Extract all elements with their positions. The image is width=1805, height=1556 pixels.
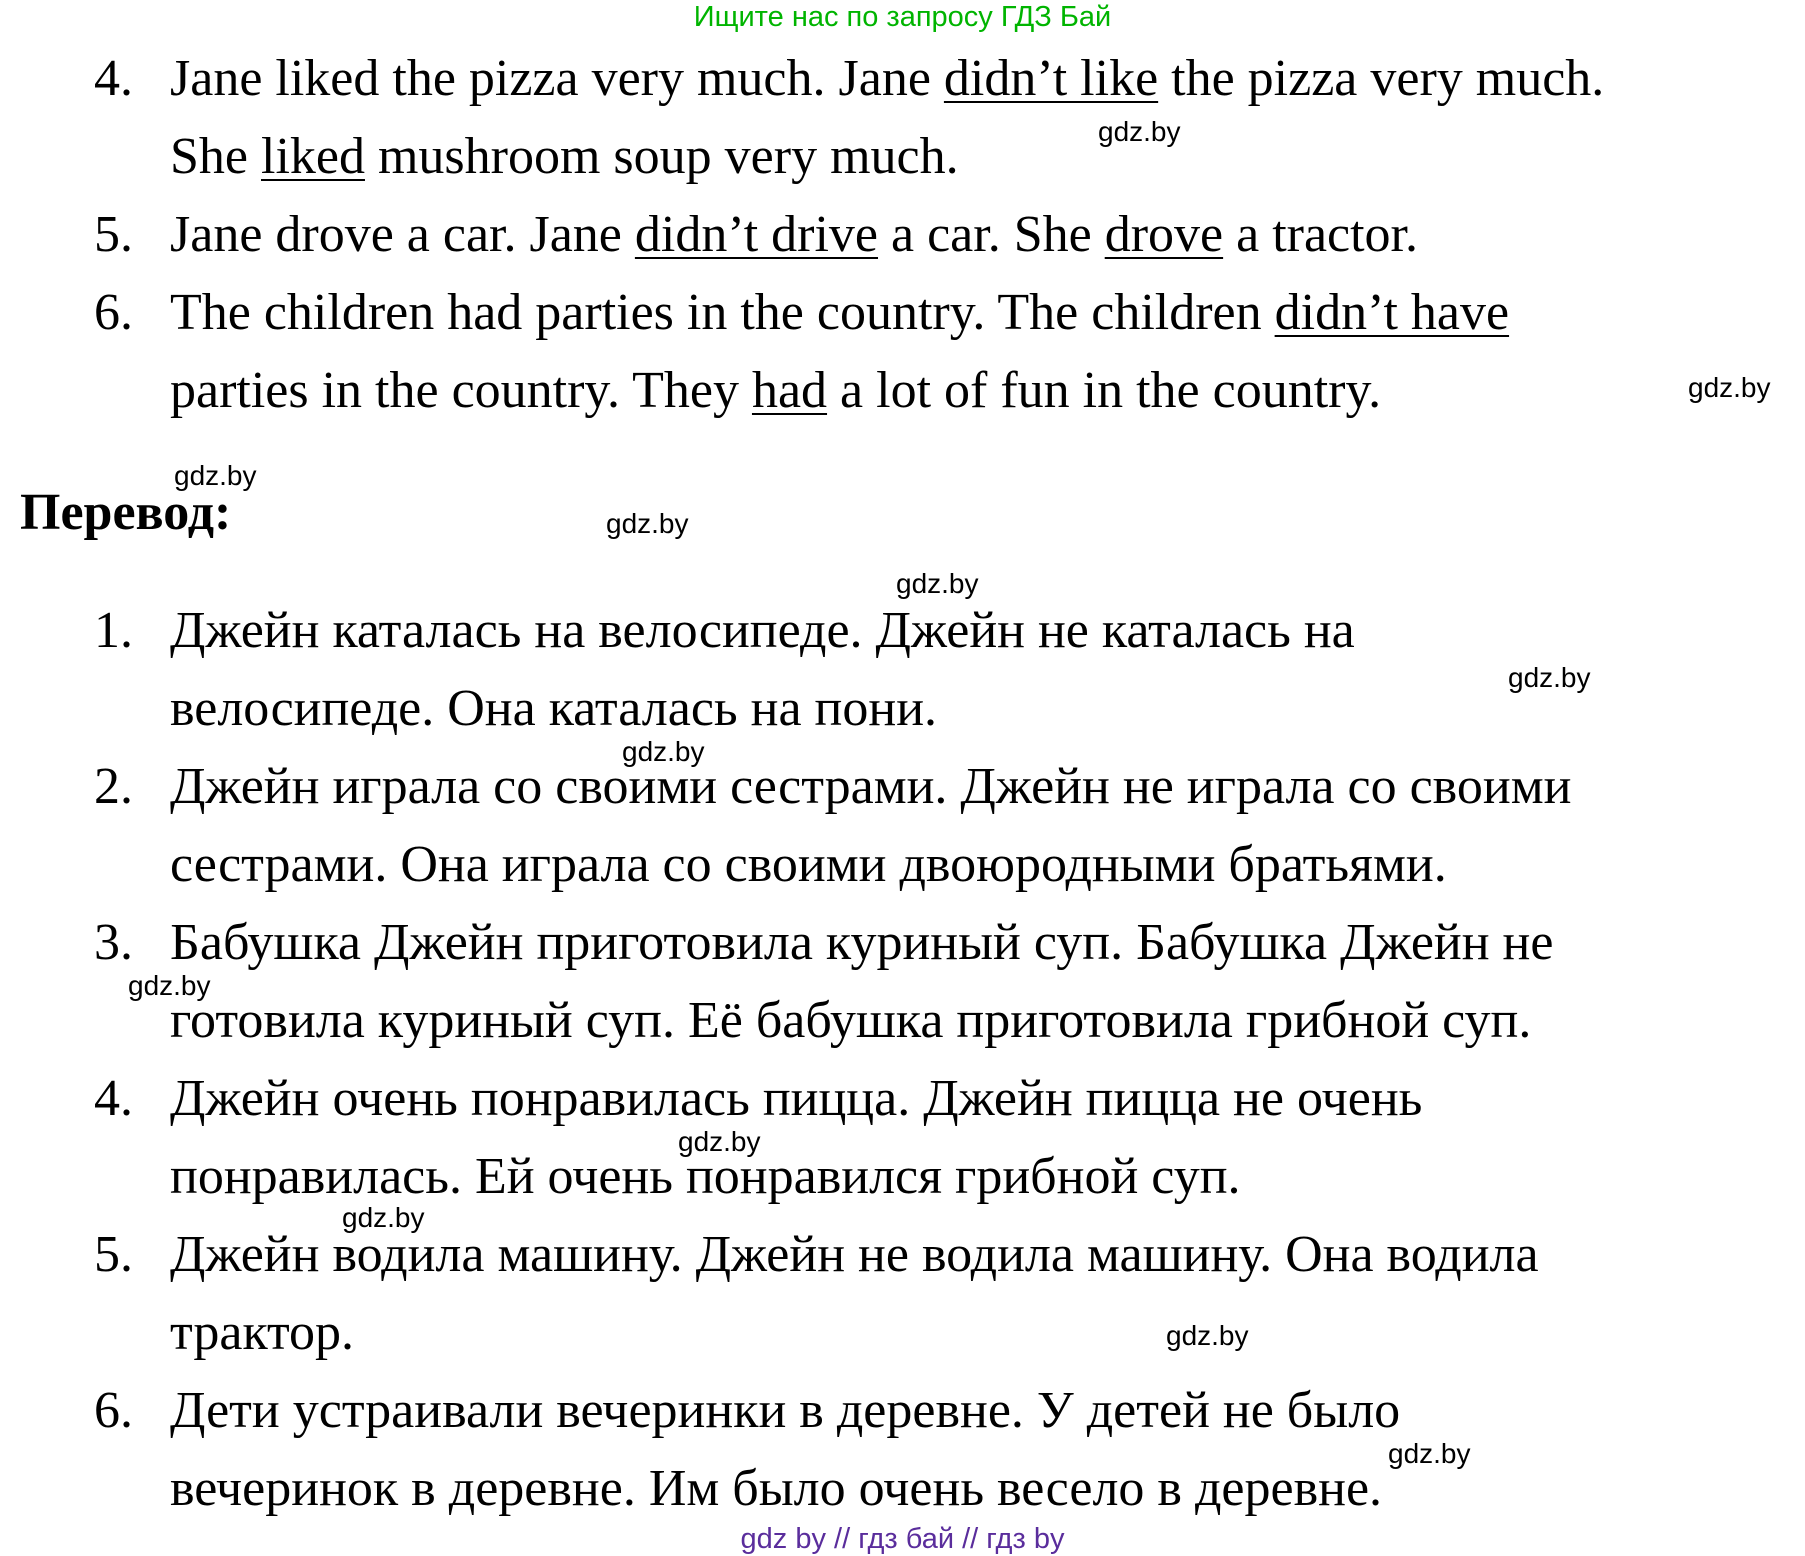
item-number: 6. (94, 284, 133, 341)
watermark: gdz.by (678, 1126, 761, 1157)
watermark: gdz.by (1688, 372, 1771, 403)
translation-heading: Перевод: (20, 484, 232, 541)
search-banner: Ищите нас по запросу ГДЗ Бай (693, 1, 1112, 33)
watermark: gdz.by (128, 970, 211, 1001)
underlined-answer: liked (261, 128, 365, 185)
item-line: понравилась. Ей очень понравился грибной суп. (170, 1148, 1241, 1205)
item-line: сестрами. Она играла со своими двоюродными братьями. (170, 836, 1447, 893)
item-line: трактор. (170, 1304, 355, 1361)
item-line: Бабушка Джейн приготовила куриный суп. Бабушка Джейн не (170, 914, 1554, 971)
watermark: gdz.by (1388, 1438, 1471, 1469)
item-line: Jane drove a car. Jane didn’t drive a car. She drove a tractor. (170, 206, 1419, 263)
watermark: gdz.by (342, 1202, 425, 1233)
item-line: Джейн очень понравилась пицца. Джейн пицца не очень (170, 1070, 1423, 1127)
underlined-answer: didn’t like (943, 50, 1159, 107)
underlined-answer: drove (1104, 206, 1224, 263)
underlined-answer: had (751, 362, 828, 419)
watermark: gdz.by (1508, 662, 1591, 693)
item-line: parties in the country. They had a lot of fun in the country. (170, 362, 1382, 419)
item-line: Jane liked the pizza very much. Jane didn’t like the pizza very much. (170, 50, 1605, 107)
watermark: gdz.by (1166, 1320, 1249, 1351)
item-number: 5. (94, 1226, 133, 1283)
watermark: gdz.by (174, 460, 257, 491)
item-line: готовила куриный суп. Её бабушка приготовила грибной суп. (170, 992, 1532, 1049)
item-number: 2. (94, 758, 133, 815)
item-line: She liked mushroom soup very much. (170, 128, 959, 185)
item-line: Джейн каталась на велосипеде. Джейн не каталась на (170, 602, 1355, 659)
underlined-answer: didn’t drive (634, 206, 879, 263)
item-line: велосипеде. Она каталась на пони. (170, 680, 938, 737)
watermark: gdz.by (1098, 116, 1181, 147)
watermark: gdz.by (606, 508, 689, 539)
item-line: The children had parties in the country. The children didn’t have (170, 284, 1510, 341)
underlined-answer: didn’t have (1274, 284, 1510, 341)
footer-watermark: gdz by // гдз бай // гдз by (740, 1523, 1065, 1555)
item-line: Дети устраивали вечеринки в деревне. У детей не было (170, 1382, 1401, 1439)
item-number: 4. (94, 50, 133, 107)
watermark: gdz.by (622, 736, 705, 767)
item-number: 1. (94, 602, 133, 659)
item-number: 3. (94, 914, 133, 971)
item-line: Джейн водила машину. Джейн не водила машину. Она водила (170, 1226, 1539, 1283)
item-number: 5. (94, 206, 133, 263)
item-line: вечеринок в деревне. Им было очень весело в деревне. (170, 1460, 1383, 1517)
item-line: Джейн играла со своими сестрами. Джейн не играла со своими (170, 758, 1572, 815)
watermark: gdz.by (896, 568, 979, 599)
item-number: 4. (94, 1070, 133, 1127)
item-number: 6. (94, 1382, 133, 1439)
